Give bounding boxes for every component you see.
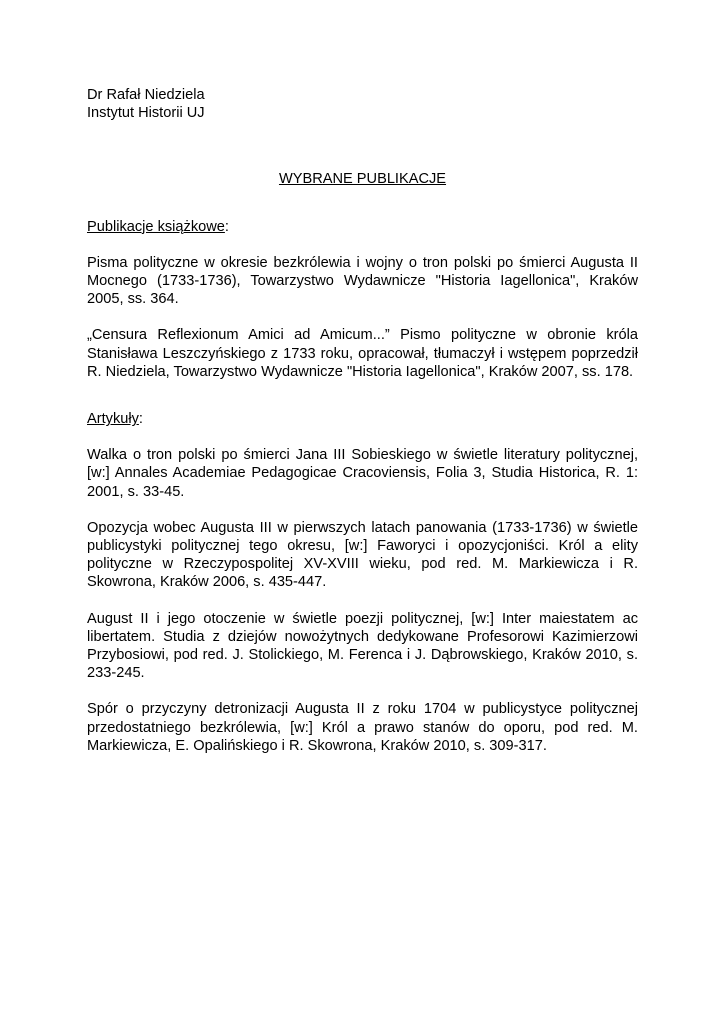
article-entry: August II i jego otoczenie w świetle poezji politycznej, [w:] Inter maiestatem ac libertatem. Studia z dziejów nowożytnych dedykowane Profesorowi Kazimierzowi Przybosiowi, pod red. J. Stolickiego, M. Ferenca i J. Dąbrowskiego, Kraków 2010, s. 233-245. — [87, 610, 638, 682]
author-institution: Instytut Historii UJ — [87, 105, 205, 122]
page-content — [87, 86, 638, 755]
author-header — [87, 86, 638, 122]
article-entry: Walka o tron polski po śmierci Jana III Sobieskiego w świetle literatury politycznej, [w:] Annales Academiae Pedagogicae Cracoviensis, Folia 3, Studia Historica, R. 1: 2001, s. 33-45. — [87, 447, 638, 500]
articles-heading-colon: : — [138, 411, 143, 428]
book-entry: „Censura Reflexionum Amici ad Amicum...” Pismo polityczne w obronie króla Stanisława Leszczyńskiego z 1733 roku, opracował, tłumaczył i wstępem poprzedził R. Niedziela, Towarzystwo Wydawnicze "Historia Iagellonica", Kraków 2007, ss. 178. — [87, 327, 638, 380]
books-heading-colon: : — [224, 218, 229, 235]
article-entry: Opozycja wobec Augusta III w pierwszych latach panowania (1733-1736) w świetle publicystyki politycznej tego okresu, [w:] Faworyci i opozycjoniści. Król a elity polityczne w Rzeczypospolitej XV-XVIII wieku, pod red. M. Markiewicza i R. Skowrona, Kraków 2006, s. 435-447. — [87, 519, 638, 591]
books-section-heading — [87, 218, 638, 236]
author-name: Dr Rafał Niedziela — [87, 87, 205, 103]
book-entry: Pisma polityczne w okresie bezkrólewia i wojny o tron polski po śmierci Augusta II Mocnego (1733-1736), Towarzystwo Wydawnicze "Historia Iagellonica", Kraków 2005, ss. 364. — [87, 254, 638, 308]
articles-heading-text: Artykuły — [87, 411, 139, 428]
article-entry: Spór o przyczyny detronizacji Augusta II z roku 1704 w publicystyce politycznej przedostatniego bezkrólewia, [w:] Król a prawo stanów do oporu, pod red. M. Markiewicza, E. Opalińskiego i R. Skowrona, Kraków 2010, s. 309-317. — [87, 701, 638, 754]
document-title: WYBRANE PUBLIKACJE — [278, 171, 447, 188]
books-heading-text: Publikacje książkowe — [87, 218, 225, 235]
articles-section-heading — [87, 410, 638, 428]
